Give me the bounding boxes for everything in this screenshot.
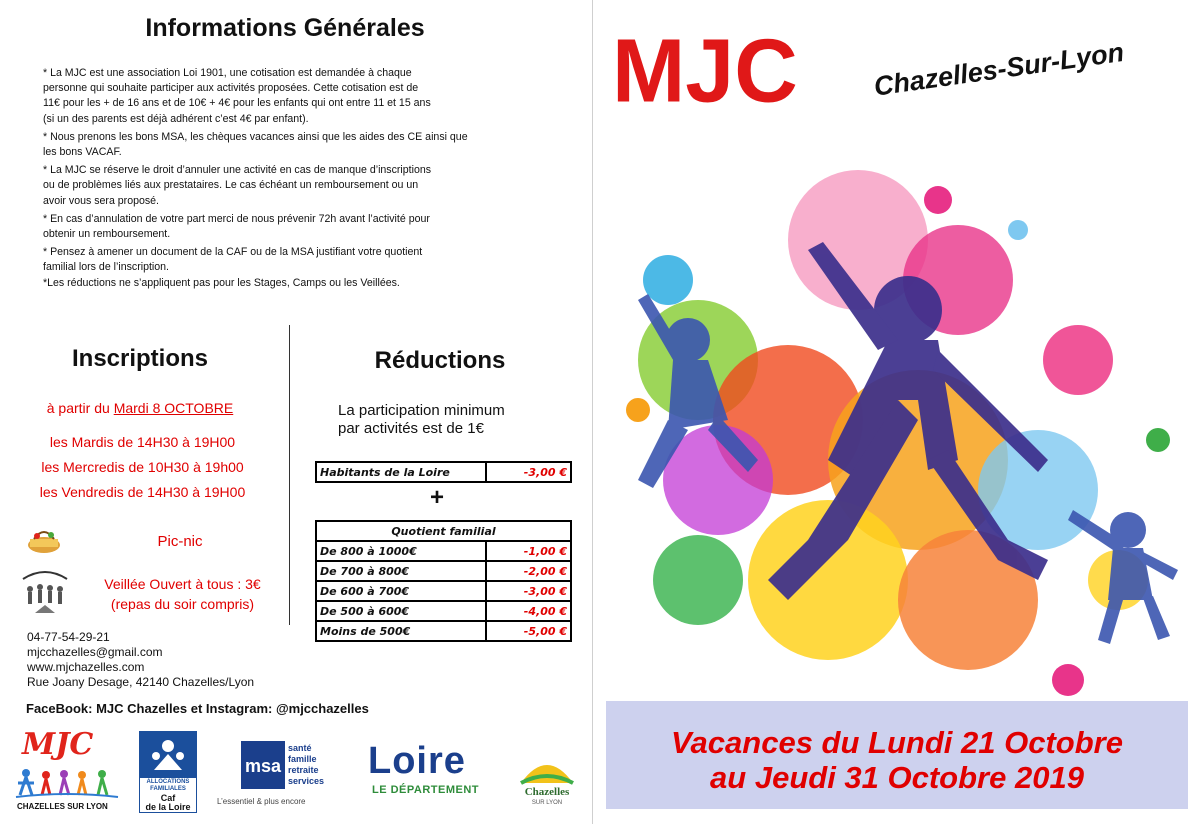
quotient-table — [315, 520, 572, 642]
cover-brand: MJC — [612, 20, 798, 121]
page-fold-divider — [592, 0, 593, 824]
picnic-basket-icon — [24, 523, 64, 555]
hours-line: les Mardis de 14H30 à 19H00 — [49, 434, 236, 450]
social-line: FaceBook: MJC Chazelles et Instagram: @mjcchazelles — [26, 701, 369, 716]
table-cell-label: De 700 à 800€ — [316, 561, 486, 581]
info-paragraph: * Pensez à amener un document de la CAF ou de la MSA justifiant votre quotient familial lors de l’inscription. *Les réductions ne s’appliquent pas pour les Stages, Camps ou les Veillées. — [43, 246, 423, 289]
table-cell-value: -1,00 € — [486, 541, 571, 561]
contact-email[interactable]: mjcchazelles@gmail.com — [27, 645, 163, 659]
info-body — [43, 66, 523, 294]
picnic-label: Pic-nic — [157, 533, 203, 550]
table-cell-value: -3,00 € — [486, 581, 571, 601]
contact-website[interactable]: www.mjchazelles.com — [27, 660, 145, 674]
table-cell-label: De 500 à 600€ — [316, 601, 486, 621]
loire-reduction-table — [315, 461, 572, 483]
chazelles-subtitle: SUR LYON — [531, 800, 563, 806]
mjc-logo: MJC — [22, 727, 94, 762]
info-paragraph: * La MJC se réserve le droit d’annuler une activité en cas de manque d’inscriptions ou de problèmes liés aux prestataires. Le cas échéant un remboursement ou un avoir vous sera proposé. — [43, 164, 432, 207]
table-cell-value: -4,00 € — [486, 601, 571, 621]
dates-line-2: au Jeudi 31 Octobre 2019 — [710, 760, 1084, 795]
table-cell-label: Moins de 500€ — [316, 621, 486, 641]
table-cell-value: -3,00 € — [486, 462, 571, 482]
mjc-logo-figures-icon — [14, 765, 120, 801]
column-divider — [289, 325, 290, 625]
inscriptions-start: à partir du Mardi 8 OCTOBRE — [46, 400, 234, 416]
cover-town: Chazelles-Sur-Lyon — [872, 36, 1126, 102]
campfire-group-icon — [20, 567, 70, 617]
reductions-title: Réductions — [374, 347, 506, 374]
veillee-label: Veillée Ouvert à tous : 3€ (repas du soir compris) — [104, 576, 261, 612]
msa-wordmark: msa — [244, 756, 282, 776]
mjc-logo-subtitle: CHAZELLES SUR LYON — [17, 802, 108, 811]
dates-line-1: Vacances du Lundi 21 Octobre — [671, 725, 1123, 760]
table-cell-value: -2,00 € — [486, 561, 571, 581]
jumping-kids-splash-illustration — [598, 160, 1188, 720]
loire-logo-subtitle: LE DÉPARTEMENT — [372, 784, 480, 796]
hours-line: les Mercredis de 10H30 à 19h00 — [41, 459, 244, 475]
table-cell-label: Habitants de la Loire — [316, 462, 486, 482]
table-row — [316, 581, 571, 601]
table-row — [316, 601, 571, 621]
info-paragraph: * Nous prenons les bons MSA, les chèques vacances ainsi que les aides des CE ainsi que les bons VACAF. — [43, 130, 468, 159]
plus-sign: + — [430, 484, 445, 511]
table-cell-label: De 600 à 700€ — [316, 581, 486, 601]
chazelles-wordmark: Chazelles — [524, 786, 570, 798]
table-row — [316, 621, 571, 641]
info-paragraph: * La MJC est une association Loi 1901, une cotisation est demandée à chaque personne qui souhaite participer aux activités proposées. Cette cotisation est de 11€ pour les + de 16 ans et de 10€ + 4€ pour les enfants qui ont entre 11 et 15 ans (si un des parents est déjà adhérent c’est 4€ par enfant). — [43, 67, 431, 125]
contact-block — [27, 630, 254, 690]
table-cell-label: De 800 à 1000€ — [316, 541, 486, 561]
contact-phone: 04-77-54-29-21 — [27, 630, 110, 644]
info-paragraph: * En cas d’annulation de votre part merci de nous prévenir 72h avant l’activité pour obtenir un remboursement. — [43, 212, 430, 241]
msa-logo — [217, 741, 349, 809]
chazelles-logo — [517, 743, 577, 809]
hours-line: les Vendredis de 14H30 à 19H00 — [39, 484, 246, 500]
table-row — [316, 561, 571, 581]
table-header: Quotient familial — [316, 521, 571, 541]
info-title: Informations Générales — [145, 14, 425, 42]
caf-logo — [139, 731, 197, 813]
table-row — [316, 462, 571, 482]
table-header-row — [316, 521, 571, 541]
msa-tagline: L’essentiel & plus encore — [217, 797, 306, 806]
table-row — [316, 541, 571, 561]
inscriptions-start-date: Mardi 8 OCTOBRE — [113, 400, 234, 416]
caf-name: Caf de la Loire — [145, 793, 191, 812]
caf-label: ALLOCATIONS FAMILIALES — [146, 779, 190, 792]
table-cell-value: -5,00 € — [486, 621, 571, 641]
inscriptions-title: Inscriptions — [71, 345, 209, 372]
reductions-minimum: La participation minimum par activités est de 1€ — [338, 402, 505, 437]
msa-emblem-icon — [241, 741, 285, 789]
loire-logo: Loire — [368, 740, 466, 782]
msa-services: santé famille retraite services — [288, 743, 325, 786]
caf-emblem-icon — [140, 732, 196, 778]
contact-address: Rue Joany Desage, 42140 Chazelles/Lyon — [27, 675, 255, 689]
